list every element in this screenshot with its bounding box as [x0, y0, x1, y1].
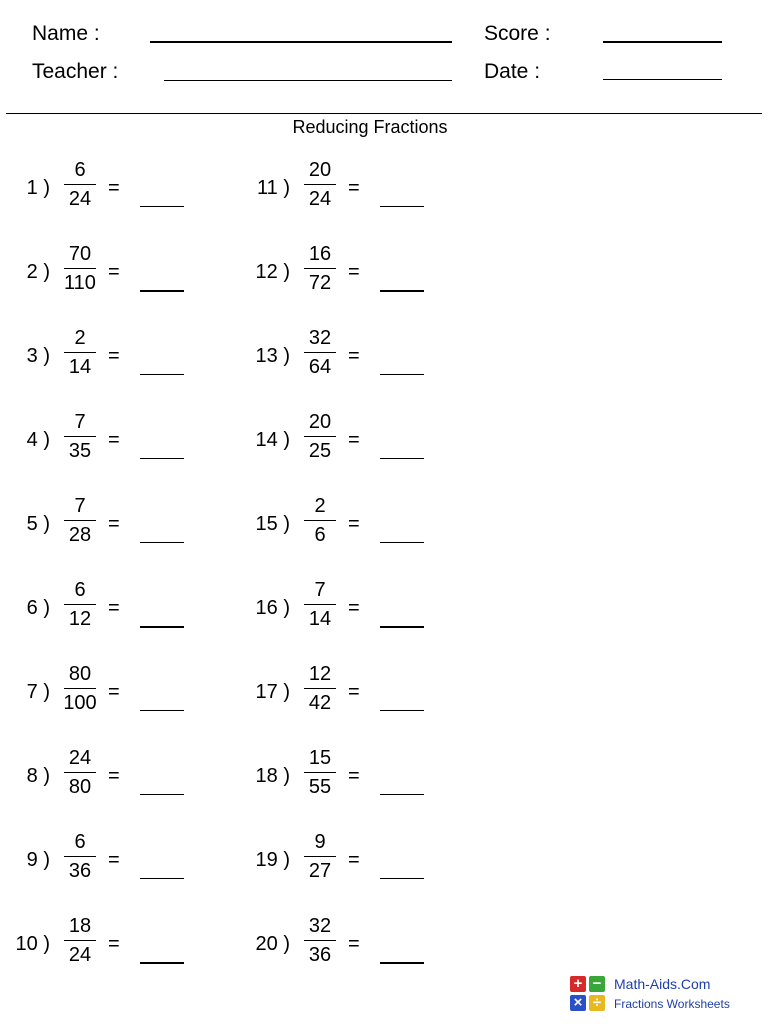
- fraction-bar: [304, 772, 336, 773]
- answer-blank[interactable]: [140, 878, 184, 879]
- problem-number: 17 ): [255, 681, 290, 703]
- answer-blank[interactable]: [140, 374, 184, 375]
- worksheet-title: Reducing Fractions: [292, 117, 448, 137]
- denominator: 80: [68, 776, 92, 798]
- answer-blank[interactable]: [380, 458, 424, 459]
- fraction: [58, 662, 102, 715]
- problem-number: 15 ): [255, 513, 290, 535]
- name-label: Name :: [32, 22, 100, 45]
- equals-sign: =: [348, 681, 360, 703]
- equals-sign: =: [348, 429, 360, 451]
- fraction: [298, 914, 342, 967]
- fraction: [298, 410, 342, 463]
- problem-5: [4, 494, 244, 554]
- denominator: 64: [308, 356, 332, 378]
- fraction-bar: [64, 604, 96, 605]
- denominator: 14: [308, 608, 332, 630]
- fraction-bar: [64, 940, 96, 941]
- teacher-field[interactable]: [164, 80, 452, 81]
- answer-blank[interactable]: [380, 206, 424, 207]
- teacher-label: Teacher :: [32, 60, 119, 83]
- fraction-bar: [64, 268, 96, 269]
- problem-number: 4 ): [26, 429, 50, 451]
- denominator: 36: [68, 860, 92, 882]
- fraction-bar: [304, 940, 336, 941]
- answer-blank[interactable]: [380, 794, 424, 795]
- denominator: 35: [68, 440, 92, 462]
- answer-blank[interactable]: [140, 542, 184, 543]
- math-operations-icon: + − × ÷: [570, 976, 606, 1012]
- answer-blank[interactable]: [140, 962, 184, 964]
- fraction-bar: [304, 520, 336, 521]
- problem-number: 20 ): [255, 933, 290, 955]
- math-aids-logo: [570, 976, 750, 1016]
- logo-site-name: Math-Aids.Com: [614, 976, 711, 992]
- equals-sign: =: [348, 933, 360, 955]
- problem-number: 16 ): [255, 597, 290, 619]
- problem-17: [244, 662, 484, 722]
- fraction-bar: [304, 184, 336, 185]
- problem-13: [244, 326, 484, 386]
- fraction: [298, 158, 342, 211]
- numerator: 7: [314, 579, 326, 601]
- fraction-bar: [64, 436, 96, 437]
- fraction: [58, 494, 102, 547]
- numerator: 20: [308, 411, 332, 433]
- equals-sign: =: [108, 849, 120, 871]
- problem-number: 13 ): [255, 345, 290, 367]
- denominator: 14: [68, 356, 92, 378]
- equals-sign: =: [348, 345, 360, 367]
- fraction: [58, 914, 102, 967]
- denominator: 27: [308, 860, 332, 882]
- problem-1: [4, 158, 244, 218]
- score-label: Score :: [484, 22, 551, 45]
- numerator: 70: [68, 243, 92, 265]
- denominator: 24: [308, 188, 332, 210]
- denominator: 25: [308, 440, 332, 462]
- equals-sign: =: [108, 177, 120, 199]
- fraction: [298, 326, 342, 379]
- problem-number: 9 ): [26, 849, 50, 871]
- answer-blank[interactable]: [140, 710, 184, 711]
- equals-sign: =: [348, 597, 360, 619]
- numerator: 6: [74, 159, 86, 181]
- answer-blank[interactable]: [380, 542, 424, 543]
- fraction-bar: [304, 856, 336, 857]
- numerator: 7: [74, 495, 86, 517]
- problem-16: [244, 578, 484, 638]
- numerator: 15: [308, 747, 332, 769]
- numerator: 16: [308, 243, 332, 265]
- denominator: 12: [68, 608, 92, 630]
- answer-blank[interactable]: [380, 626, 424, 628]
- date-field[interactable]: [603, 79, 722, 80]
- denominator: 24: [68, 944, 92, 966]
- equals-sign: =: [348, 513, 360, 535]
- numerator: 12: [308, 663, 332, 685]
- equals-sign: =: [348, 765, 360, 787]
- problem-9: [4, 830, 244, 890]
- answer-blank[interactable]: [140, 206, 184, 207]
- numerator: 20: [308, 159, 332, 181]
- answer-blank[interactable]: [140, 626, 184, 628]
- fraction-bar: [304, 436, 336, 437]
- numerator: 2: [74, 327, 86, 349]
- numerator: 2: [314, 495, 326, 517]
- fraction-bar: [64, 688, 96, 689]
- problem-number: 5 ): [26, 513, 50, 535]
- problem-number: 1 ): [26, 177, 50, 199]
- problem-number: 10 ): [15, 933, 50, 955]
- numerator: 32: [308, 327, 332, 349]
- equals-sign: =: [348, 849, 360, 871]
- fraction-bar: [304, 604, 336, 605]
- denominator: 72: [308, 272, 332, 294]
- denominator: 6: [314, 524, 326, 546]
- equals-sign: =: [348, 177, 360, 199]
- answer-blank[interactable]: [380, 962, 424, 964]
- fraction: [298, 578, 342, 631]
- fraction: [58, 410, 102, 463]
- answer-blank[interactable]: [140, 458, 184, 459]
- answer-blank[interactable]: [380, 290, 424, 292]
- equals-sign: =: [108, 597, 120, 619]
- denominator: 36: [308, 944, 332, 966]
- fraction-bar: [64, 772, 96, 773]
- equals-sign: =: [108, 429, 120, 451]
- equals-sign: =: [108, 513, 120, 535]
- problem-number: 8 ): [26, 765, 50, 787]
- problem-number: 19 ): [255, 849, 290, 871]
- problem-3: [4, 326, 244, 386]
- fraction-bar: [64, 856, 96, 857]
- problem-number: 14 ): [255, 429, 290, 451]
- problem-15: [244, 494, 484, 554]
- problem-number: 6 ): [26, 597, 50, 619]
- name-field[interactable]: [150, 41, 452, 43]
- fraction: [298, 830, 342, 883]
- problem-10: [4, 914, 244, 974]
- numerator: 6: [74, 579, 86, 601]
- fraction-bar: [64, 352, 96, 353]
- answer-blank[interactable]: [140, 290, 184, 292]
- fraction-bar: [304, 352, 336, 353]
- equals-sign: =: [108, 681, 120, 703]
- numerator: 32: [308, 915, 332, 937]
- score-field[interactable]: [603, 41, 722, 43]
- fraction: [298, 242, 342, 295]
- equals-sign: =: [108, 765, 120, 787]
- fraction: [298, 746, 342, 799]
- equals-sign: =: [108, 933, 120, 955]
- denominator: 100: [63, 692, 97, 714]
- denominator: 42: [308, 692, 332, 714]
- equals-sign: =: [108, 261, 120, 283]
- fraction-bar: [64, 520, 96, 521]
- answer-blank[interactable]: [380, 710, 424, 711]
- equals-sign: =: [108, 345, 120, 367]
- denominator: 110: [64, 272, 96, 294]
- problem-number: 7 ): [26, 681, 50, 703]
- numerator: 6: [74, 831, 86, 853]
- date-label: Date :: [484, 60, 541, 83]
- problem-19: [244, 830, 484, 890]
- numerator: 80: [68, 663, 92, 685]
- logo-subtitle: Fractions Worksheets: [614, 997, 730, 1011]
- problem-8: [4, 746, 244, 806]
- problem-number: 11 ): [257, 177, 290, 199]
- denominator: 55: [308, 776, 332, 798]
- answer-blank[interactable]: [380, 374, 424, 375]
- numerator: 24: [68, 747, 92, 769]
- fraction-bar: [304, 688, 336, 689]
- denominator: 24: [68, 188, 92, 210]
- problem-number: 18 ): [255, 765, 290, 787]
- problem-2: [4, 242, 244, 302]
- fraction: [58, 578, 102, 631]
- numerator: 18: [68, 915, 92, 937]
- answer-blank[interactable]: [380, 878, 424, 879]
- fraction: [58, 242, 102, 295]
- fraction: [298, 494, 342, 547]
- problem-6: [4, 578, 244, 638]
- answer-blank[interactable]: [140, 794, 184, 795]
- fraction: [298, 662, 342, 715]
- numerator: 9: [314, 831, 326, 853]
- problem-12: [244, 242, 484, 302]
- fraction-bar: [64, 184, 96, 185]
- problem-number: 12 ): [255, 261, 290, 283]
- fraction: [58, 158, 102, 211]
- problem-number: 2 ): [26, 261, 50, 283]
- fraction: [58, 746, 102, 799]
- problem-4: [4, 410, 244, 470]
- problem-number: 3 ): [26, 345, 50, 367]
- problem-18: [244, 746, 484, 806]
- problem-11: [244, 158, 484, 218]
- problem-14: [244, 410, 484, 470]
- problem-20: [244, 914, 484, 974]
- header-divider: [6, 113, 762, 114]
- fraction-bar: [304, 268, 336, 269]
- fraction: [58, 326, 102, 379]
- equals-sign: =: [348, 261, 360, 283]
- fraction: [58, 830, 102, 883]
- numerator: 7: [74, 411, 86, 433]
- denominator: 28: [68, 524, 92, 546]
- problem-7: [4, 662, 244, 722]
